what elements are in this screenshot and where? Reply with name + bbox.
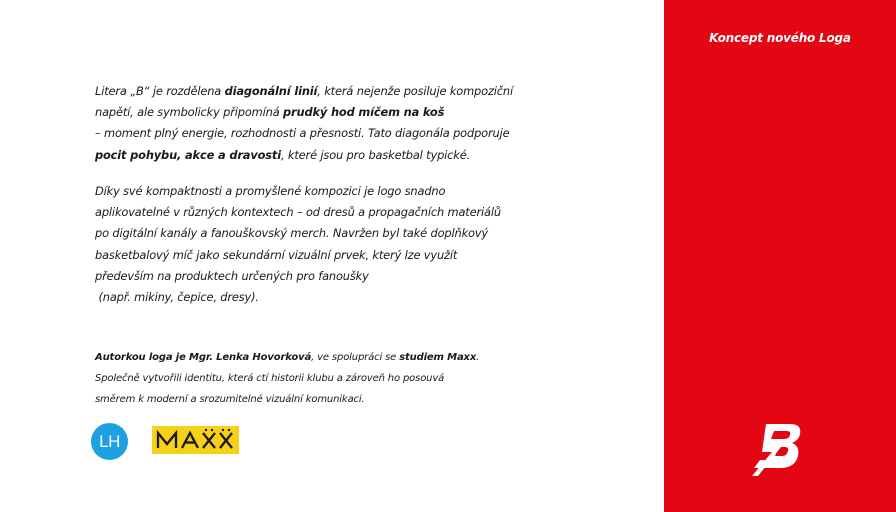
paragraph1-line1: Litera „B“ je rozdělena diagonální linií, která nejenže posiluje kompoziční — [95, 84, 513, 98]
paragraph1-line4: pocit pohybu, akce a dravosti, které jsou pro basketbal typické. — [95, 147, 471, 162]
paragraph2-line: po digitální kanály a fanouškovský merch. Navržen byl také doplňkový — [95, 226, 489, 241]
emphasis-diagonal: diagonální linií — [224, 84, 318, 98]
paragraph2-line: aplikovatelné v různých kontextech – od dresů a propagačních materiálů — [95, 205, 501, 220]
credits — [95, 347, 555, 410]
maxx-logo — [152, 426, 239, 454]
lh-logo: LH — [91, 423, 128, 460]
paragraph-logo-usage — [95, 181, 550, 308]
paragraph2-line: basketbalový míč jako sekundární vizuální prvek, který lze využít — [95, 247, 458, 262]
paragraph1-line3: – moment plný energie, rozhodnosti a přesnosti. Tato diagonála podporuje — [95, 126, 510, 141]
emphasis-throw: prudký hod míčem na koš — [283, 105, 445, 120]
accent-panel — [664, 0, 896, 512]
credits-line1: Autorkou loga je Mgr. Lenka Hovorková, ve spolupráci se studiem Maxx. — [95, 352, 480, 363]
page-title: Koncept nového Loga — [709, 31, 851, 45]
paragraph2-line: (např. mikiny, čepice, dresy). — [95, 290, 259, 305]
credits-line3: směrem k moderní a srozumitelné vizuální komunikaci. — [95, 394, 365, 405]
paragraph1-line2: napětí, ale symbolicky připomíná prudký hod míčem na koš — [95, 105, 445, 120]
paragraph2-line: Díky své kompaktnosti a promyšlené kompozici je logo snadno — [95, 184, 446, 198]
maxx-wordmark — [152, 426, 239, 454]
paragraph-logo-concept — [95, 81, 550, 166]
club-b-logo-icon — [752, 420, 806, 476]
credits-line2: Společně vytvořili identitu, která ctí historii klubu a zároveň ho posouvá — [95, 373, 445, 384]
paragraph2-line: především na produktech určených pro fanoušky — [95, 268, 369, 283]
emphasis-motion: pocit pohybu, akce a dravosti — [95, 147, 281, 162]
author-name: Autorkou loga je Mgr. Lenka Hovorková — [95, 352, 312, 363]
studio-name: studiem Maxx — [399, 352, 477, 363]
